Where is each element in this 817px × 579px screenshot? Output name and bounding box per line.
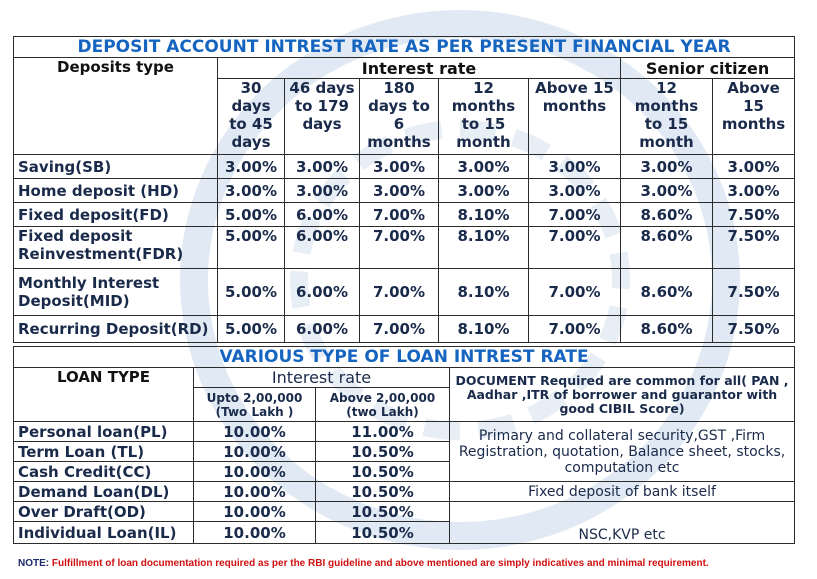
rate-cell: 7.00% (529, 269, 621, 316)
deposit-type-label: Saving(SB) (14, 155, 218, 179)
rate-cell: 3.00% (713, 179, 795, 203)
rate-cell: 8.60% (621, 203, 713, 227)
rate-cell: 8.10% (439, 203, 529, 227)
rate-cell: 6.00% (285, 316, 360, 343)
senior-period-header: Above 15 months (713, 79, 795, 155)
rate-cell: 3.00% (529, 155, 621, 179)
deposit-table-title: DEPOSIT ACCOUNT INTREST RATE AS PER PRESENT FINANCIAL YEAR (14, 37, 795, 58)
rate-cell: 8.60% (621, 227, 713, 269)
deposit-row (14, 269, 795, 316)
note-text: Fulfillment of loan documentation required as per the RBI guideline and above mentioned are simply indicatives and minimal requirement. (51, 558, 709, 569)
deposit-row (14, 179, 795, 203)
deposit-type-label: Home deposit (HD) (14, 179, 218, 203)
rate-cell: 3.00% (285, 179, 360, 203)
rate-cell: 3.00% (218, 179, 285, 203)
deposit-rate-table (13, 36, 795, 343)
deposit-type-label: Fixed deposit(FD) (14, 203, 218, 227)
loan-rate-cell: 10.00% (194, 482, 316, 502)
loan-type-label: Cash Credit(CC) (14, 462, 194, 482)
rate-cell: 3.00% (439, 155, 529, 179)
loan-table-title: VARIOUS TYPE OF LOAN INTREST RATE (14, 347, 795, 368)
note-label: NOTE: (18, 558, 50, 569)
deposit-type-header: Deposits type (14, 58, 218, 155)
loan-rate-cell: 11.00% (316, 422, 450, 442)
doc-nsc-kvp: NSC,KVP etc (450, 502, 795, 544)
loan-rate-cell: 10.00% (194, 422, 316, 442)
loan-rate-cell: 10.00% (194, 462, 316, 482)
rate-cell: 8.60% (621, 269, 713, 316)
rate-cell: 7.00% (360, 227, 439, 269)
rate-cell: 7.00% (360, 203, 439, 227)
rate-cell: 3.00% (621, 179, 713, 203)
deposit-type-label: Recurring Deposit(RD) (14, 316, 218, 343)
doc-fixed-deposit: Fixed deposit of bank itself (450, 482, 795, 502)
rate-cell: 3.00% (218, 155, 285, 179)
rate-cell: 3.00% (360, 179, 439, 203)
loan-rate-cell: 10.50% (316, 522, 450, 544)
loan-rate-cell: 10.00% (194, 442, 316, 462)
deposit-row (14, 203, 795, 227)
senior-citizen-header: Senior citizen (621, 58, 795, 79)
rate-cell: 3.00% (360, 155, 439, 179)
loan-row (14, 482, 795, 502)
rate-cell: 3.00% (529, 179, 621, 203)
deposit-row (14, 227, 795, 269)
rate-cell: 3.00% (439, 179, 529, 203)
upto-two-lakh-header: Upto 2,00,000 (Two Lakh ) (194, 388, 316, 422)
rate-cell: 6.00% (285, 203, 360, 227)
rate-cell: 7.50% (713, 227, 795, 269)
period-header: 12 months to 15 month (439, 79, 529, 155)
loan-row (14, 502, 795, 522)
loan-type-label: Term Loan (TL) (14, 442, 194, 462)
loan-interest-header: Interest rate (194, 368, 450, 388)
rate-cell: 7.50% (713, 316, 795, 343)
period-header: 30 days to 45 days (218, 79, 285, 155)
loan-type-header: LOAN TYPE (14, 368, 194, 422)
loan-rate-cell: 10.00% (194, 522, 316, 544)
loan-type-label: Individual Loan(IL) (14, 522, 194, 544)
rate-cell: 7.50% (713, 269, 795, 316)
loan-type-label: Demand Loan(DL) (14, 482, 194, 502)
rate-cell: 5.00% (218, 269, 285, 316)
footnote (18, 558, 709, 569)
rate-cell: 8.10% (439, 269, 529, 316)
loan-rate-cell: 10.50% (316, 462, 450, 482)
rate-cell: 3.00% (285, 155, 360, 179)
loan-rate-cell: 10.50% (316, 442, 450, 462)
rate-cell: 8.10% (439, 227, 529, 269)
period-header: Above 15 months (529, 79, 621, 155)
doc-primary-security: Primary and collateral security,GST ,Firm Registration, quotation, Balance sheet, stocks, computation etc (450, 422, 795, 482)
loan-rate-cell: 10.50% (316, 482, 450, 502)
rate-cell: 8.10% (439, 316, 529, 343)
rate-cell: 3.00% (621, 155, 713, 179)
deposit-row (14, 155, 795, 179)
rate-cell: 7.00% (529, 203, 621, 227)
above-two-lakh-header: Above 2,00,000 (two Lakh) (316, 388, 450, 422)
rate-cell: 7.00% (529, 316, 621, 343)
rate-cell: 3.00% (713, 155, 795, 179)
deposit-type-label: Fixed deposit Reinvestment(FDR) (14, 227, 218, 269)
rate-cell: 5.00% (218, 203, 285, 227)
rate-cell: 8.60% (621, 316, 713, 343)
loan-type-label: Personal loan(PL) (14, 422, 194, 442)
interest-rate-header: Interest rate (218, 58, 621, 79)
rate-cell: 7.50% (713, 203, 795, 227)
rate-cell: 6.00% (285, 269, 360, 316)
loan-rate-table (13, 346, 795, 544)
rate-cell: 5.00% (218, 316, 285, 343)
period-header: 46 days to 179 days (285, 79, 360, 155)
loan-rate-cell: 10.50% (316, 502, 450, 522)
rate-cell: 7.00% (360, 316, 439, 343)
loan-type-label: Over Draft(OD) (14, 502, 194, 522)
senior-period-header: 12 months to 15 month (621, 79, 713, 155)
deposit-row (14, 316, 795, 343)
loan-row (14, 422, 795, 442)
rate-cell: 7.00% (360, 269, 439, 316)
period-header: 180 days to 6 months (360, 79, 439, 155)
rate-cell: 7.00% (529, 227, 621, 269)
loan-rate-cell: 10.00% (194, 502, 316, 522)
document-requirements-header: DOCUMENT Required are common for all( PAN , Aadhar ,ITR of borrower and guarantor with good CIBIL Score) (450, 368, 795, 422)
rate-cell: 6.00% (285, 227, 360, 269)
deposit-type-label: Monthly Interest Deposit(MID) (14, 269, 218, 316)
rate-cell: 5.00% (218, 227, 285, 269)
